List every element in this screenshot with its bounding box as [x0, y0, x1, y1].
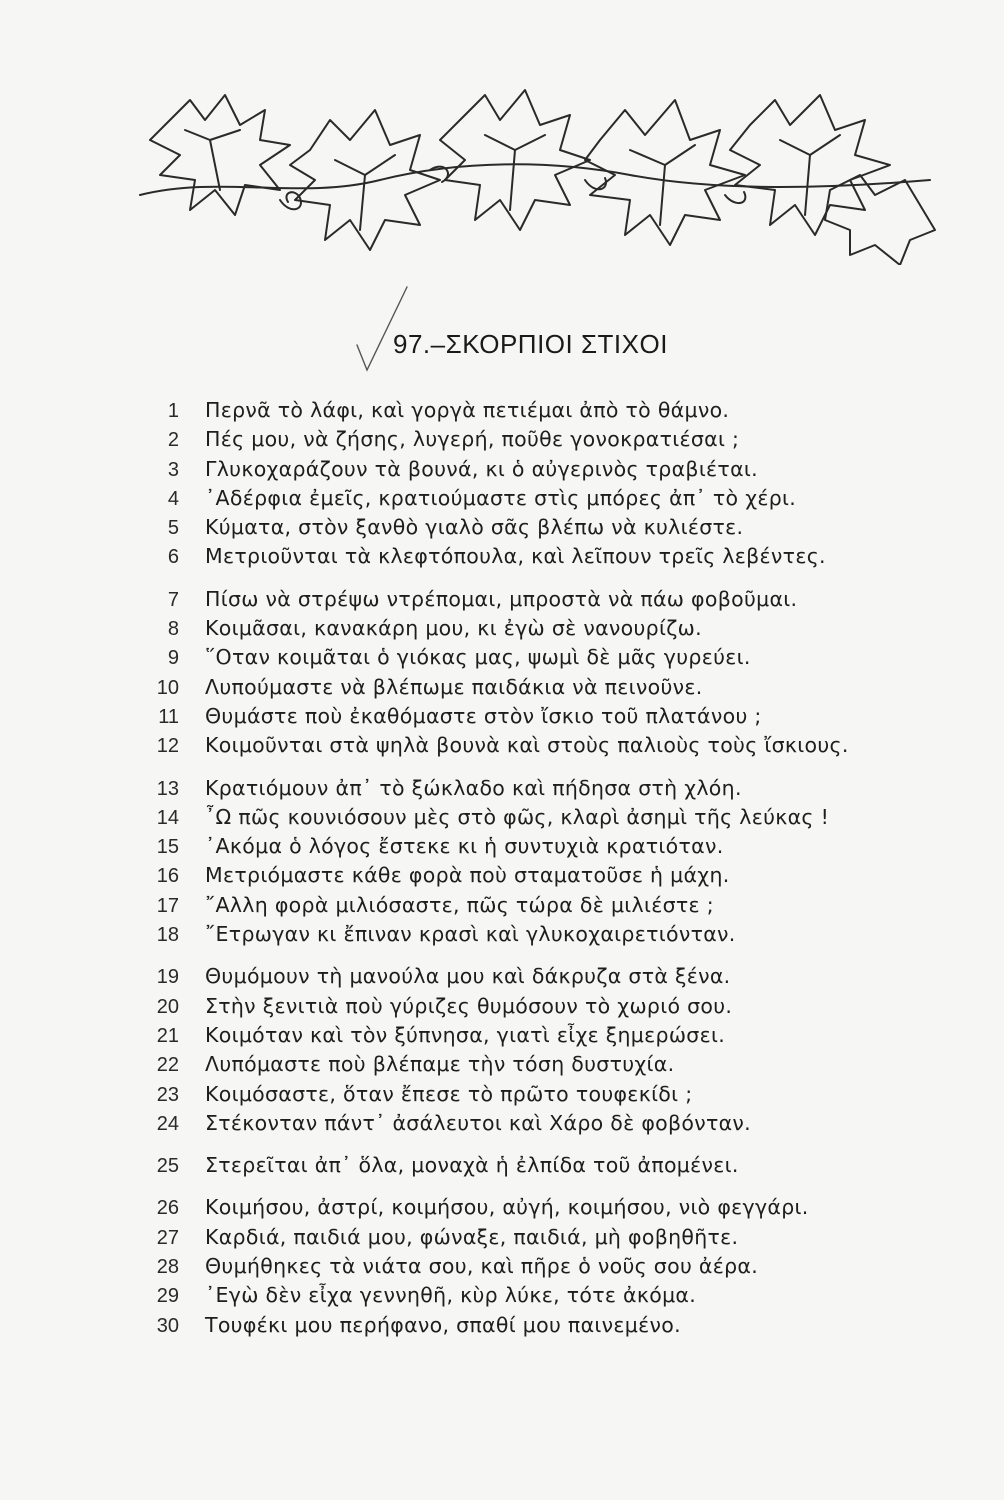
stanza [0, 1153, 1004, 1182]
line-text: Μετριόμαστε κάθε φορὰ ποὺ σταματοῦσε ἡ μάχη. [205, 863, 730, 888]
title-dash: – [430, 329, 446, 359]
line-number: 30 [156, 1314, 179, 1337]
line-text: Θυμάστε ποὺ ἐκαθόμαστε στὸν ἴσκιο τοῦ πλατάνου ; [205, 703, 762, 728]
line-text: Κοιμόσαστε, ὅταν ἔπεσε τὸ πρῶτο τουφεκίδι ; [205, 1081, 693, 1106]
line-text: Τουφέκι μου περήφανο, σπαθί μου παινεμένο. [205, 1312, 681, 1337]
verse-line [0, 994, 1004, 1023]
line-number: 25 [156, 1155, 179, 1178]
line-text: Περνᾶ τὸ λάφι, καὶ γοργὰ πετιέμαι ἀπὸ τὸ θάμνο. [205, 398, 730, 422]
line-text: Στερεῖται ἀπ᾿ ὅλα, μοναχὰ ἡ ἐλπίδα τοῦ ἀπομένει. [205, 1153, 739, 1178]
line-text: Κύματα, στὸν ξανθὸ γιαλὸ σᾶς βλέπω νὰ κυλιέστε. [205, 515, 744, 540]
line-number: 4 [167, 487, 179, 510]
line-number: 10 [156, 676, 179, 699]
verse-line [0, 486, 1004, 515]
line-number: 14 [156, 806, 179, 829]
line-number: 29 [156, 1285, 179, 1308]
line-number: 27 [156, 1226, 179, 1249]
line-number: 1 [167, 400, 179, 422]
verse-line [0, 893, 1004, 922]
verse-line [0, 616, 1004, 645]
stanza [0, 398, 1004, 574]
line-text: Θυμόμουν τὴ μανούλα μου καὶ δάκρυζα στὰ ξένα. [205, 964, 731, 989]
verse-line [0, 834, 1004, 863]
line-text: Γλυκοχαράζουν τὰ βουνά, κι ὁ αὐγερινὸς τραβιέται. [205, 456, 758, 481]
line-number: 23 [156, 1083, 179, 1106]
line-number: 24 [156, 1112, 179, 1135]
stanza [0, 1195, 1004, 1341]
line-number: 15 [156, 836, 179, 859]
verse-line [0, 1052, 1004, 1081]
line-text: ῏Ω πῶς κουνιόσουν μὲς στὸ φῶς, κλαρὶ ἀσημὶ τῆς λεύκας ! [205, 804, 830, 829]
line-text: ῞Οταν κοιμᾶται ὁ γιόκας μας, ψωμὶ δὲ μᾶς γυρεύει. [205, 645, 751, 670]
verse-line [0, 427, 1004, 456]
line-text: Κοιμόταν καὶ τὸν ξύπνησα, γιατὶ εἶχε ξημερώσει. [205, 1022, 726, 1047]
stanza [0, 964, 1004, 1140]
line-number: 6 [167, 546, 179, 569]
line-number: 8 [167, 618, 179, 641]
verse-line [0, 675, 1004, 704]
line-text: Κοιμοῦνται στὰ ψηλὰ βουνὰ καὶ στοὺς παλιοὺς τοὺς ἴσκιους. [205, 733, 849, 758]
verse-line [0, 587, 1004, 616]
verse-line [0, 704, 1004, 733]
line-text: Λυπόμαστε ποὺ βλέπαμε τὴν τόση δυστυχία. [205, 1052, 675, 1077]
verse-line [0, 457, 1004, 486]
verse-line [0, 776, 1004, 805]
verse-line [0, 1225, 1004, 1254]
line-number: 18 [156, 924, 179, 947]
line-text: Πές μου, νὰ ζήσης, λυγερή, ποῦθε γονοκρατιέσαι ; [205, 427, 740, 452]
poem-title [393, 329, 668, 360]
line-number: 5 [167, 517, 179, 540]
line-text: Κοιμᾶσαι, κανακάρη μου, κι ἐγὼ σὲ νανουρίζω. [205, 616, 702, 641]
line-number: 3 [167, 458, 179, 481]
line-text: ῎Ετρωγαν κι ἔπιναν κρασὶ καὶ γλυκοχαιρετιόνταν. [205, 922, 736, 947]
verse-line [0, 515, 1004, 544]
line-text: Μετριοῦνται τὰ κλεφτόπουλα, καὶ λεῖπουν τρεῖς λεβέντες. [205, 544, 826, 569]
verse-line [0, 645, 1004, 674]
line-number: 7 [167, 588, 179, 611]
line-text: ᾿Εγὼ δὲν εἶχα γεννηθῆ, κὺρ λύκε, τότε ἀκόμα. [205, 1283, 697, 1308]
poem-title-text: ΣΚΟΡΠΙΟΙ ΣΤΙΧΟΙ [445, 329, 668, 359]
verse-line [0, 1195, 1004, 1224]
verse-line [0, 1254, 1004, 1283]
stanza [0, 776, 1004, 952]
line-text: Κρατιόμουν ἀπ᾿ τὸ ξώκλαδο καὶ πήδησα στὴ χλόη. [205, 775, 742, 800]
line-number: 20 [156, 995, 179, 1018]
line-text: Πίσω νὰ στρέψω ντρέπομαι, μπροστὰ νὰ πάω φοβοῦμαι. [205, 586, 798, 611]
line-text: ῎Αλλη φορὰ μιλιόσαστε, πῶς τώρα δὲ μιλιέστε ; [205, 892, 714, 917]
line-number: 12 [156, 735, 179, 758]
line-text: Λυπούμαστε νὰ βλέπωμε παιδάκια νὰ πεινοῦνε. [205, 674, 703, 699]
line-number: 16 [156, 865, 179, 888]
verse-line [0, 922, 1004, 951]
verse-line [0, 733, 1004, 762]
line-number: 26 [156, 1197, 179, 1220]
line-number: 21 [156, 1024, 179, 1047]
verse-line [0, 1111, 1004, 1140]
line-text: ᾿Ακόμα ὁ λόγος ἔστεκε κι ἡ συντυχιὰ κρατιόταν. [205, 834, 724, 859]
verse-line [0, 863, 1004, 892]
line-number: 17 [156, 894, 179, 917]
verse-line [0, 805, 1004, 834]
line-number: 11 [158, 705, 179, 728]
poem-body [0, 398, 1004, 1355]
line-number: 13 [156, 777, 179, 800]
line-number: 2 [167, 429, 179, 452]
line-text: Στὴν ξενιτιὰ ποὺ γύριζες θυμόσουν τὸ χωριό σου. [205, 993, 733, 1018]
line-number: 9 [167, 647, 179, 670]
vine-leaves-ornament [130, 80, 940, 265]
line-text: ᾿Αδέρφια ἐμεῖς, κρατιούμαστε στὶς μπόρες ἀπ᾿ τὸ χέρι. [205, 485, 797, 510]
verse-line [0, 964, 1004, 993]
line-number: 19 [156, 966, 179, 989]
line-number: 28 [156, 1256, 179, 1279]
line-text: Θυμήθηκες τὰ νιάτα σου, καὶ πῆρε ὁ νοῦς σου ἀέρα. [205, 1254, 759, 1279]
verse-line [0, 398, 1004, 427]
verse-line [0, 1283, 1004, 1312]
verse-line [0, 1023, 1004, 1052]
poem-number: 97. [393, 329, 431, 359]
line-text: Κοιμήσου, ἀστρί, κοιμήσου, αὐγή, κοιμήσου, νιὸ φεγγάρι. [205, 1195, 809, 1220]
line-text: Στέκονταν πάντ᾿ ἀσάλευτοι καὶ Χάρο δὲ φοβόνταν. [205, 1110, 751, 1135]
verse-line [0, 1082, 1004, 1111]
verse-line [0, 544, 1004, 573]
line-text: Καρδιά, παιδιά μου, φώναξε, παιδιά, μὴ φοβηθῆτε. [205, 1224, 739, 1249]
stanza [0, 587, 1004, 763]
verse-line [0, 1313, 1004, 1342]
verse-line [0, 1153, 1004, 1182]
line-number: 22 [156, 1054, 179, 1077]
